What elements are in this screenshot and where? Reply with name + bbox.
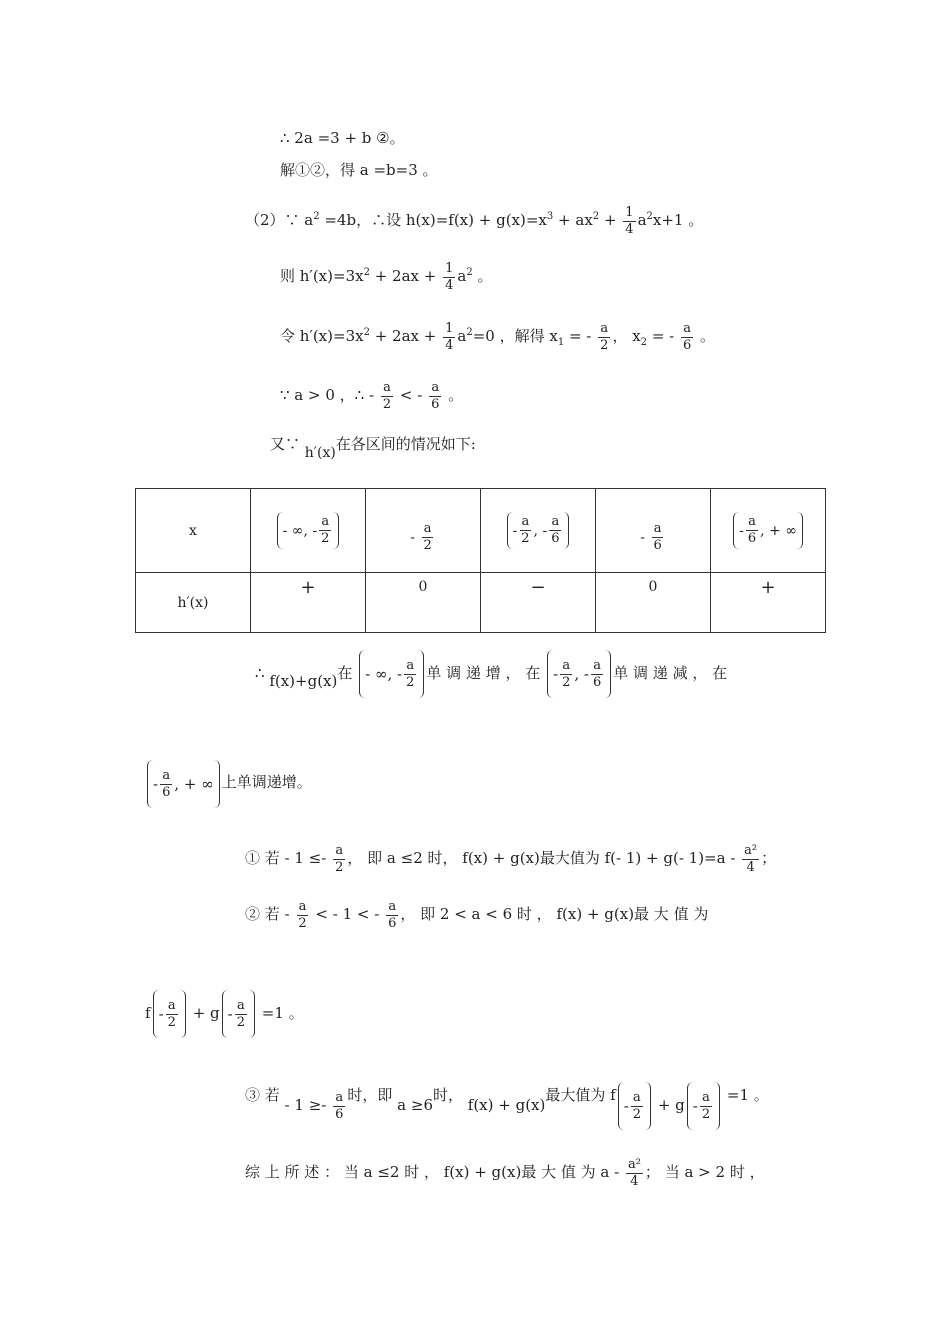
fraction (651, 521, 663, 554)
exp: 2 (466, 327, 473, 338)
sign-table (135, 488, 826, 633)
table-cell (251, 489, 366, 573)
text: = - (647, 327, 679, 345)
text: ， 即 2 < a < 6 时 ， f(x) + g(x)最 大 值 为 (400, 905, 709, 923)
text: - (739, 522, 744, 539)
exp: 2 (363, 327, 370, 338)
table-cell: − (481, 573, 596, 633)
text: - (512, 522, 518, 539)
numerator: a (633, 1089, 641, 1105)
interval (359, 650, 424, 698)
fraction (631, 1090, 643, 1123)
fraction (681, 321, 693, 354)
text: - (553, 665, 559, 683)
numerator: a (335, 842, 344, 858)
text: 最大值为 f (545, 1086, 616, 1104)
exp: 2 (592, 211, 600, 222)
denominator: 4 (445, 337, 454, 353)
text: < - 1 < - (310, 905, 385, 923)
numerator: a (423, 520, 432, 536)
subscript: 1 (557, 337, 565, 348)
exp: 2 (363, 267, 370, 278)
text: 。 (695, 327, 716, 345)
denominator: 6 (388, 915, 397, 931)
fraction (443, 261, 455, 294)
fraction (235, 998, 247, 1031)
numerator: 1 (445, 260, 454, 276)
text: a (457, 267, 467, 285)
denominator: 6 (653, 537, 662, 553)
fraction (429, 380, 441, 413)
denominator: 2 (335, 859, 344, 875)
text: + (599, 211, 622, 229)
numerator: 1 (625, 204, 634, 220)
numerator: a (335, 1089, 344, 1105)
table-cell: h′(x) (136, 573, 251, 633)
fraction (319, 514, 331, 547)
line-13 (245, 1072, 769, 1120)
interval (153, 990, 186, 1038)
interval (687, 1082, 720, 1130)
text: , + ∞ (760, 522, 797, 539)
text: 。 (472, 267, 493, 285)
denominator: 2 (321, 531, 330, 546)
numerator: a (702, 1089, 710, 1105)
fraction (560, 658, 572, 691)
line-10 (245, 836, 776, 880)
text: - (640, 529, 650, 545)
numerator: a (521, 514, 530, 529)
fraction (386, 899, 398, 932)
text: =1 。 (722, 1086, 769, 1104)
fraction (623, 205, 635, 238)
exp: 2 (646, 211, 653, 222)
numerator: a (162, 767, 171, 783)
line-2: 解①②，得 a =b=3 。 (280, 161, 438, 179)
table-cell (596, 489, 711, 573)
text: = - (564, 327, 597, 345)
denominator: 4 (445, 277, 454, 293)
exp: 2 (313, 211, 320, 222)
numerator: a (388, 898, 397, 914)
denominator: 2 (562, 674, 571, 690)
table-cell: 0 (366, 573, 481, 633)
text: x+1 。 (652, 211, 704, 229)
text: 又∵ (270, 435, 305, 453)
text: ， x (612, 327, 641, 345)
text: - ∞, - (282, 522, 318, 539)
interval (733, 512, 803, 549)
text: =4b，∴设 h(x)=f(x) + g(x)=x (319, 211, 547, 229)
table-cell (711, 489, 826, 573)
text: , - (533, 522, 548, 539)
numerator: a (167, 997, 176, 1013)
numerator: a (600, 320, 609, 336)
denominator: 4 (746, 859, 755, 875)
text: - (410, 529, 420, 545)
line-8 (255, 650, 727, 698)
denominator: 4 (625, 221, 634, 237)
line-11 (245, 892, 708, 936)
line-9 (145, 760, 312, 808)
text: 单 调 递 增 ， 在 (426, 664, 541, 682)
denominator: 2 (406, 674, 415, 690)
fraction (166, 998, 178, 1031)
fraction (519, 514, 531, 547)
text: a (457, 327, 467, 345)
text: a (637, 211, 647, 229)
line-14 (245, 1150, 765, 1194)
text: - (692, 1097, 698, 1115)
fraction (598, 321, 610, 354)
denominator: 6 (431, 396, 440, 412)
text: 在 (337, 664, 353, 682)
fraction (742, 843, 759, 876)
text: + ax (553, 211, 593, 229)
numerator: a (383, 379, 391, 395)
text: 则 h′(x)=3x (280, 267, 364, 285)
denominator: 6 (335, 1106, 344, 1122)
text: + g (653, 1096, 685, 1114)
text: - 1 ≥- (284, 1096, 332, 1114)
table-row (136, 573, 826, 633)
text: ② 若 - (245, 905, 295, 923)
fraction (591, 658, 603, 691)
numerator: a² (627, 1156, 641, 1172)
fraction (421, 521, 433, 554)
text: - (158, 1005, 164, 1023)
fraction (746, 514, 758, 547)
fraction (333, 843, 345, 876)
denominator: 6 (551, 531, 560, 546)
line-3 (245, 200, 703, 240)
text: f (145, 1004, 151, 1022)
denominator: 2 (632, 1106, 642, 1122)
text: f(x) + g(x) (467, 1096, 546, 1114)
line-7 (270, 434, 476, 461)
text: + g (187, 1004, 220, 1022)
text: a ≥6 (397, 1096, 433, 1114)
text: 时，即 (347, 1086, 398, 1104)
fraction (443, 321, 455, 354)
fraction (160, 768, 172, 801)
denominator: 2 (236, 1014, 245, 1030)
text: 时， (433, 1086, 468, 1104)
text: 上单调递增。 (221, 773, 312, 791)
numerator: a² (744, 842, 758, 858)
text: =0 ，解得 x (472, 327, 558, 345)
exp: 3 (546, 211, 554, 222)
denominator: 2 (298, 915, 307, 931)
text: 令 h′(x)=3x (280, 327, 364, 345)
text: 综 上 所 述 ： 当 a ≤2 时 ， f(x) + g(x)最 大 值 为 a - (245, 1163, 624, 1181)
numerator: a (683, 320, 692, 336)
denominator: 6 (683, 337, 692, 353)
numerator: a (406, 657, 415, 673)
fraction (296, 899, 308, 932)
text: f(x)+g(x) (269, 672, 338, 690)
fraction (549, 514, 561, 547)
numerator: a (653, 520, 662, 536)
text: < - (395, 386, 428, 404)
table-cell: 0 (596, 573, 711, 633)
numerator: 1 (445, 320, 454, 336)
interval (147, 760, 220, 808)
table-cell: + (251, 573, 366, 633)
line-1: ∴ 2a =3 + b ②。 (280, 129, 405, 147)
interval (618, 1082, 651, 1130)
text: h′(x) (304, 445, 336, 461)
subscript: 2 (640, 337, 648, 348)
line-5 (280, 316, 715, 356)
text: + 2ax + (369, 327, 442, 345)
denominator: 2 (423, 537, 432, 553)
denominator: 2 (167, 1014, 176, 1030)
text: 在各区间的情况如下: (335, 435, 476, 453)
denominator: 2 (701, 1106, 711, 1122)
text: ① 若 - 1 ≤- (245, 849, 332, 867)
text: - ∞, - (365, 665, 403, 683)
fraction (333, 1090, 345, 1123)
text: ， 即 a ≤2 时， f(x) + g(x)最大值为 f(- 1) + g(- 1)=a - (347, 849, 741, 867)
interval (507, 512, 570, 549)
fraction (381, 380, 393, 413)
denominator: 6 (592, 674, 602, 690)
text: 单 调 递 减 ， 在 (613, 664, 728, 682)
text: ∵ a > 0 ，∴ - (280, 386, 379, 404)
text: - (623, 1097, 629, 1115)
fraction (626, 1157, 643, 1190)
fraction (404, 658, 416, 691)
interval (547, 650, 611, 698)
text: + 2ax + (369, 267, 442, 285)
table-cell: + (711, 573, 826, 633)
table-cell: x (136, 489, 251, 573)
table-cell (366, 489, 481, 573)
numerator: a (593, 657, 601, 673)
numerator: a (562, 657, 571, 673)
text: 。 (443, 386, 464, 404)
denominator: 2 (382, 396, 392, 412)
text: - (227, 1005, 233, 1023)
text: ； (761, 849, 777, 867)
text: , + ∞ (174, 775, 214, 793)
table-row (136, 489, 826, 573)
numerator: a (748, 514, 756, 529)
denominator: 2 (600, 337, 609, 353)
line-4 (280, 256, 493, 296)
text: ∴ (255, 664, 270, 682)
denominator: 6 (162, 784, 171, 800)
fraction (700, 1090, 712, 1123)
line-6 (280, 375, 463, 415)
text: ； 当 a > 2 时 ， (644, 1163, 765, 1181)
table-cell (481, 489, 596, 573)
numerator: a (431, 379, 440, 395)
exp: 2 (466, 267, 473, 278)
text: （2）∵ a (245, 211, 314, 229)
numerator: a (236, 997, 245, 1013)
text: =1 。 (257, 1004, 304, 1022)
denominator: 6 (747, 531, 757, 546)
text: , - (574, 665, 589, 683)
denominator: 4 (630, 1173, 639, 1189)
numerator: a (321, 514, 330, 529)
interval (277, 512, 340, 549)
numerator: a (298, 898, 307, 914)
interval (222, 990, 255, 1038)
line-12 (145, 990, 304, 1038)
numerator: a (551, 514, 560, 529)
denominator: 2 (521, 531, 530, 546)
text: - (153, 775, 159, 793)
text: ③ 若 (245, 1086, 285, 1104)
